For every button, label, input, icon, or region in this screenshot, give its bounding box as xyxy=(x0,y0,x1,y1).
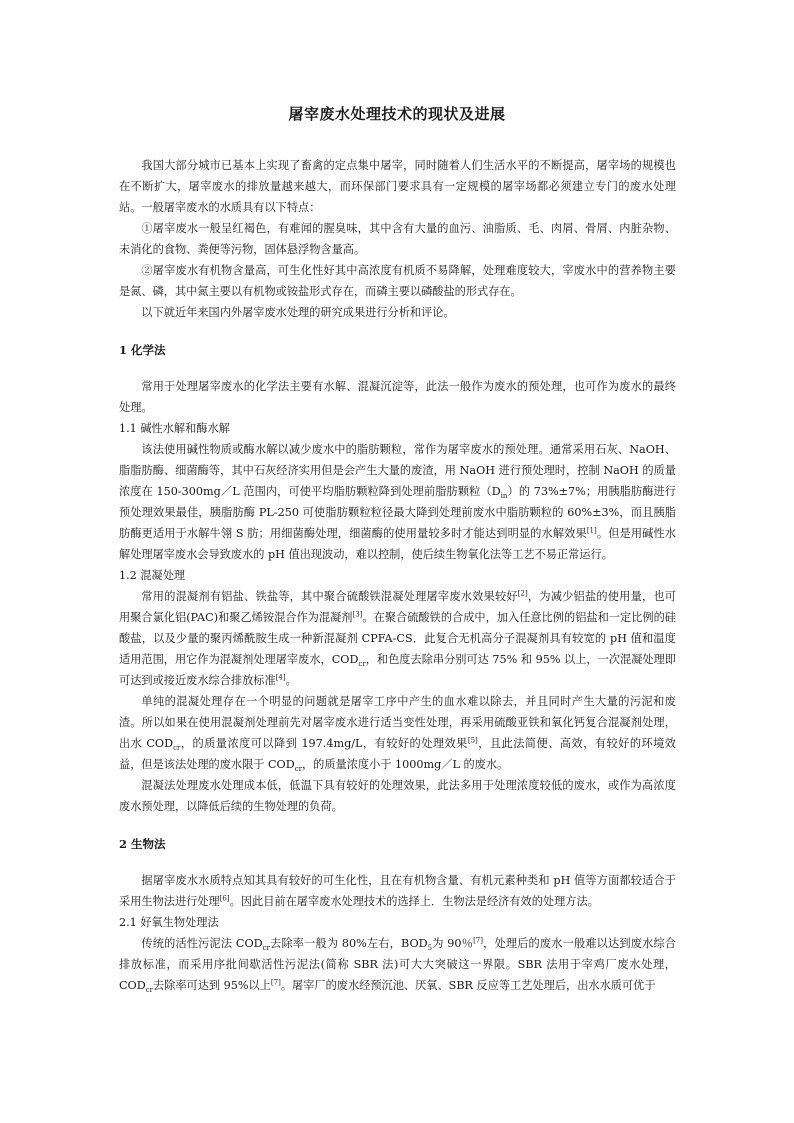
text-run: 传统的活性污泥法 COD xyxy=(141,937,263,950)
subscript: cr xyxy=(173,744,181,753)
text-run: ）的 73%±7%；用胰脂肪酶进行预处理效果最佳，胰脂肪酶 PL-250 可使脂肪颗粒粒径最大降到处理前废水中脂肪颗粒的 60%±3%，而且胰脂肪酶更适用于水解牛翎 S 肪；用细菌酶处理，细菌酶的使用量较多时才能达到明显的水解效果 xyxy=(119,485,676,540)
subscript: cr xyxy=(294,765,302,774)
text-run: 单纯的混凝处理存在一个明显的问题就是屠宰工序中产生的血水难以除去，并且同时产生大量的污泥和废渣。所以如果在使用混凝剂处理前先对屠宰废水进行适当变性处理，再采用硫酸亚铁和氧化钙复合混凝剂处理，出水 COD xyxy=(119,695,676,750)
subscript: cr xyxy=(358,660,366,669)
citation: [6] xyxy=(219,894,230,903)
text-run: 去除率一般为 80%左右，BOD xyxy=(269,937,428,950)
section-2-1-paragraph xyxy=(119,933,676,996)
text-run: 常用的混凝剂有铝盐、铁盐等，其中聚合硫酸铁混凝处理屠宰废水效果较好 xyxy=(141,590,518,603)
section-2-heading: 2 生物法 xyxy=(119,837,166,851)
text-run: 。在聚合硫酸铁的合成中，加入任意比例的铝盐和一定比例的硅酸盐，以及少量的聚丙烯酰胺生成一种新混凝剂 CPFA-CS．此复合无机高分子混凝剂具有较宽的 pH 值和温度适用范围，用它作为混凝剂处理屠宰废水，COD xyxy=(119,611,676,666)
section-1-2-paragraph-3: 混凝法处理废水处理成本低，低温下具有较好的处理效果，此法多用于处理浓度较低的废水，或作为高浓度废水预处理，以降低后续的生物处理的负荷。 xyxy=(119,779,676,813)
text-run: ，且此法简便、高效，有较好的环境效益，但是该法处理的废水限于 COD xyxy=(119,737,676,771)
text-run: 去除率可达到 95%以上 xyxy=(152,979,271,992)
text-run: ，和色度去除串分别可达 75% 和 95% 以上，一次混凝处理即可达到或接近废水综合排放标准 xyxy=(119,653,676,687)
text-run: 。屠宰厂的废水经预沉池、厌氧、SBR 反应等工艺处理后，出水水质可优于 xyxy=(280,979,656,992)
citation: [7] xyxy=(473,936,483,945)
section-1-heading: 1 化学法 xyxy=(119,343,166,357)
section-1-2-paragraph-1 xyxy=(119,586,676,691)
text-run: ，的质量浓度小于 1000mg／L 的废水。 xyxy=(301,758,509,771)
section-1-1-heading: 1.1 碱性水解和酶水解 xyxy=(119,422,230,435)
intro-feature-1: ①屠宰废水一般呈红褐色，有难闻的腥臭味，其中含有大量的血污、油脂质、毛、肉屑、骨屑、内脏杂物、未消化的食物、粪便等污物，固体悬浮物含量高。 xyxy=(119,222,676,256)
text-run: ，的质量浓度可以降到 197.4mg/L，有较好的处理效果 xyxy=(180,737,468,750)
document-body xyxy=(119,155,676,996)
document-title: 屠宰废水处理技术的现状及进展 xyxy=(288,105,506,123)
subscript: cr xyxy=(145,986,153,995)
text-run: 该法使用碱性物质或酶水解以减少废水中的脂肪颗粒，常作为屠宰废水的预处理。通常采用石灰、NaOH、脂脂肪酶、细菌酶等，其中石灰经济实用但是会产生大量的废渣，用 NaOH 进行预处理时，控制 NaOH 的质量浓度在 150-300mg／L 范围内，可使平均脂肪颗粒降到处理前脂肪颗粒（D xyxy=(119,443,676,498)
section-1-1-paragraph xyxy=(119,439,676,565)
subscript: 5 xyxy=(427,944,433,953)
citation: [3] xyxy=(352,610,363,619)
text-run: 为 90％ xyxy=(432,937,474,950)
citation: [1] xyxy=(586,526,597,535)
intro-feature-2: ②屠宰废水有机物含量高，可生化性好其中高浓度有机质不易降解，处理难度较大，宰废水中的营养物主要是氮、磷，其中氮主要以有机物或铵盐形式存在，而磷主要以磷酸盐的形式存在。 xyxy=(119,264,676,298)
text-run: 。 xyxy=(285,674,297,687)
intro-paragraph: 我国大部分城市已基本上实现了畜禽的定点集中屠宰，同时随着人们生活水平的不断提高，屠宰场的规模也在不断扩大，屠宰废水的排放量越来越大，而环保部门要求具有一定规模的屠宰场都必须建立专门的废水处理站。一般屠宰废水的水质具有以下特点： xyxy=(119,159,676,214)
text-run: ，处理后的废水一般难以达到废水综合排放标准，而采用序批间歇活性污泥法(简称 SBR 法)可大大突破这一界限。SBR 法用于宰鸡厂废水处理，COD xyxy=(119,937,676,992)
section-1-2-paragraph-2 xyxy=(119,691,676,775)
section-1-intro: 常用于处理屠宰废水的化学法主要有水解、混凝沉淀等，此法一般作为废水的预处理，也可作为废水的最终处理。 xyxy=(119,380,676,414)
subscript: in xyxy=(500,492,508,501)
text-run: 。因此目前在屠宰废水处理技术的选择上．生物法是经济有效的处理方法。 xyxy=(229,895,599,908)
section-2-intro xyxy=(119,870,676,912)
citation: [2] xyxy=(517,589,528,598)
citation: [4] xyxy=(275,673,286,682)
text-run: ，为减少铝盐的使用量，也可用聚合氯化铝(PAC)和聚乙烯铵混合作为混凝剂 xyxy=(119,590,676,624)
section-2-1-heading: 2.1 好氧生物处理法 xyxy=(119,916,219,929)
section-1-2-heading: 1.2 混凝处理 xyxy=(119,569,186,582)
citation: [7] xyxy=(270,978,281,987)
subscript: cr xyxy=(262,944,270,953)
text-run: 。但是用碱性水解处理屠宰废水会导致废水的 pH 值出现波动，难以控制，使后续生物氧化法等工艺不易正常运行。 xyxy=(119,527,676,561)
citation: [5] xyxy=(467,736,478,745)
intro-summary: 以下就近年来国内外屠宰废水处理的研究成果进行分析和评论。 xyxy=(141,306,455,319)
text-run: 据屠宰废水水质特点知其具有较好的可生化性，且在有机物含量、有机元素种类和 pH 值等方面都较适合于采用生物法进行处理 xyxy=(119,874,676,908)
